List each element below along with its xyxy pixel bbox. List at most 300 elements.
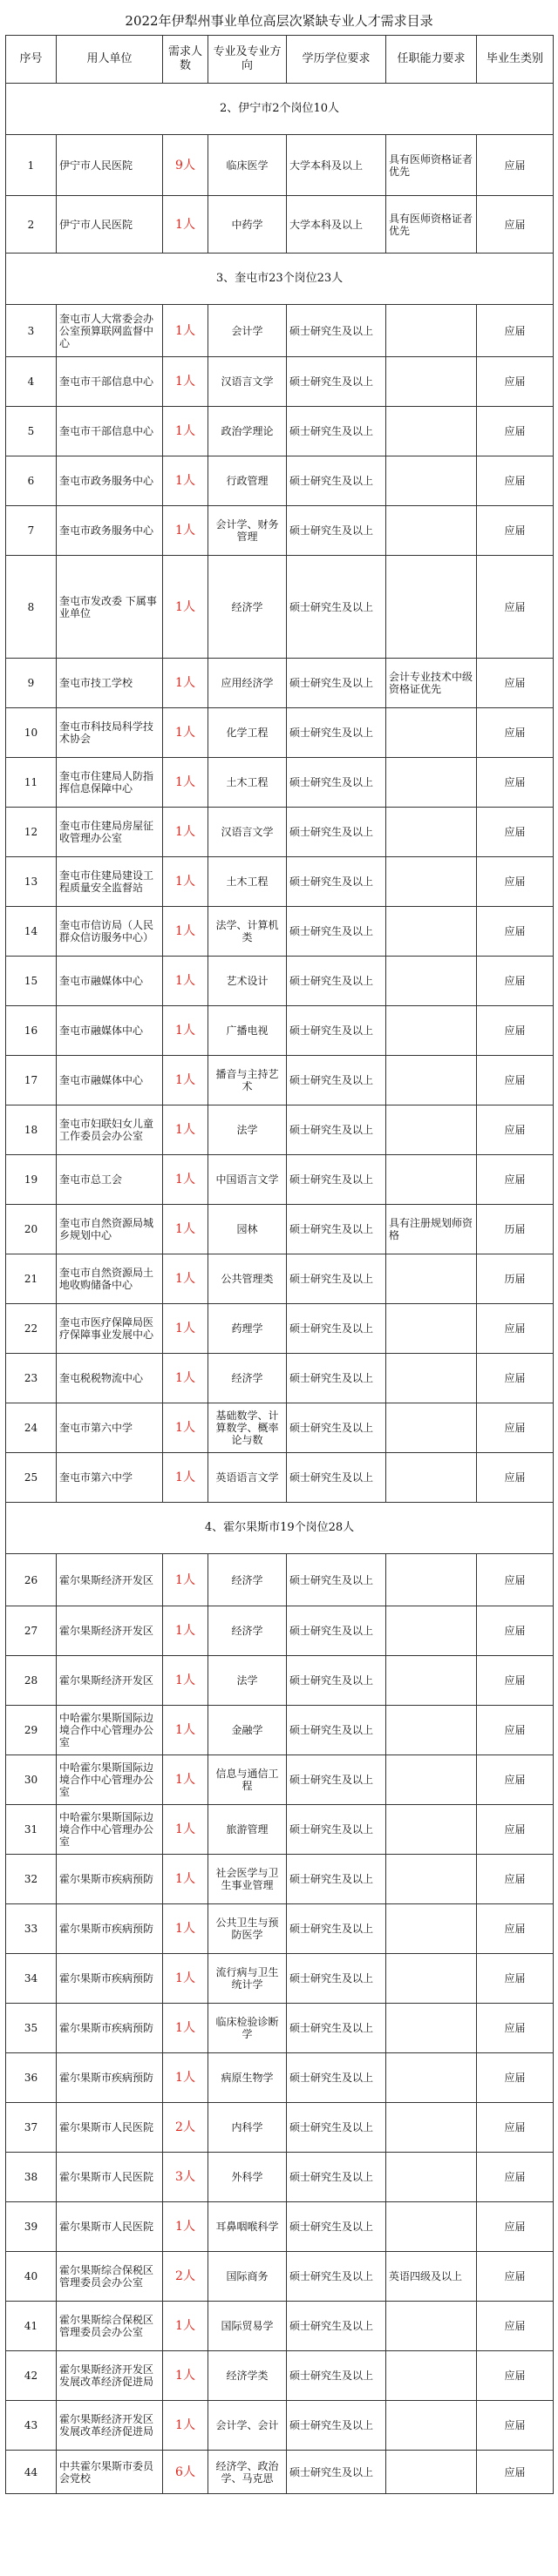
row-number: 40 — [6, 2252, 57, 2302]
graduate-type: 应届 — [477, 708, 554, 758]
degree-requirement: 硕士研究生及以上 — [287, 2401, 386, 2451]
table-row — [6, 1105, 554, 1155]
header-type: 毕业生类别 — [477, 36, 554, 84]
employer-unit: 中共霍尔果斯市委员会党校 — [57, 2451, 163, 2494]
degree-requirement: 硕士研究生及以上 — [287, 1205, 386, 1254]
row-number: 38 — [6, 2153, 57, 2202]
headcount: 1人 — [163, 857, 208, 907]
table-row — [6, 907, 554, 957]
major: 法学 — [208, 1656, 287, 1706]
row-number: 26 — [6, 1554, 57, 1606]
table-row — [6, 1205, 554, 1254]
ability-requirement — [386, 1755, 477, 1805]
headcount: 1人 — [163, 1954, 208, 2004]
graduate-type: 应届 — [477, 1453, 554, 1503]
table-row — [6, 2351, 554, 2401]
major: 汉语言文学 — [208, 808, 287, 857]
major: 外科学 — [208, 2153, 287, 2202]
degree-requirement: 硕士研究生及以上 — [287, 1155, 386, 1205]
employer-unit: 中哈霍尔果斯国际边境合作中心管理办公室 — [57, 1805, 163, 1855]
degree-requirement: 硕士研究生及以上 — [287, 407, 386, 456]
headcount: 2人 — [163, 2252, 208, 2302]
employer-unit: 奎屯市人大常委会办公室预算联网监督中心 — [57, 305, 163, 357]
table-row — [6, 857, 554, 907]
row-number: 31 — [6, 1805, 57, 1855]
graduate-type: 应届 — [477, 758, 554, 808]
employer-unit: 霍尔果斯综合保税区管理委员会办公室 — [57, 2252, 163, 2302]
employer-unit: 奎屯市第六中学 — [57, 1453, 163, 1503]
headcount: 1人 — [163, 2302, 208, 2351]
graduate-type: 应届 — [477, 659, 554, 708]
graduate-type: 应届 — [477, 2004, 554, 2053]
headcount: 1人 — [163, 2053, 208, 2103]
row-number: 44 — [6, 2451, 57, 2494]
graduate-type: 应届 — [477, 305, 554, 357]
major: 经济学、政治学、马克思 — [208, 2451, 287, 2494]
employer-unit: 奎屯市政务服务中心 — [57, 456, 163, 506]
ability-requirement — [386, 1304, 477, 1354]
headcount: 1人 — [163, 808, 208, 857]
ability-requirement — [386, 556, 477, 659]
major: 经济学 — [208, 1606, 287, 1656]
header-row — [6, 36, 554, 84]
headcount: 1人 — [163, 907, 208, 957]
graduate-type: 应届 — [477, 2103, 554, 2153]
employer-unit: 中哈霍尔果斯国际边境合作中心管理办公室 — [57, 1706, 163, 1755]
degree-requirement: 硕士研究生及以上 — [287, 1254, 386, 1304]
table-row — [6, 556, 554, 659]
headcount: 1人 — [163, 2401, 208, 2451]
major: 病原生物学 — [208, 2053, 287, 2103]
graduate-type: 应届 — [477, 2401, 554, 2451]
degree-requirement: 硕士研究生及以上 — [287, 808, 386, 857]
graduate-type: 应届 — [477, 857, 554, 907]
degree-requirement: 硕士研究生及以上 — [287, 2302, 386, 2351]
major: 信息与通信工程 — [208, 1755, 287, 1805]
degree-requirement: 硕士研究生及以上 — [287, 1453, 386, 1503]
table-row — [6, 1155, 554, 1205]
ability-requirement — [386, 1453, 477, 1503]
employer-unit: 霍尔果斯市疾病预防 — [57, 1904, 163, 1954]
headcount: 1人 — [163, 1105, 208, 1155]
row-number: 8 — [6, 556, 57, 659]
table-row — [6, 1606, 554, 1656]
graduate-type: 应届 — [477, 1105, 554, 1155]
ability-requirement — [386, 1706, 477, 1755]
row-number: 13 — [6, 857, 57, 907]
ability-requirement — [386, 808, 477, 857]
row-number: 9 — [6, 659, 57, 708]
graduate-type: 应届 — [477, 456, 554, 506]
employer-unit: 霍尔果斯经济开发区 — [57, 1656, 163, 1706]
row-number: 10 — [6, 708, 57, 758]
major: 艺术设计 — [208, 957, 287, 1006]
table-row — [6, 1254, 554, 1304]
table-row — [6, 1354, 554, 1403]
table-row — [6, 2004, 554, 2053]
table-row — [6, 659, 554, 708]
employer-unit: 霍尔果斯市疾病预防 — [57, 2004, 163, 2053]
degree-requirement: 硕士研究生及以上 — [287, 1056, 386, 1105]
table-row — [6, 1954, 554, 2004]
ability-requirement — [386, 1904, 477, 1954]
table-row — [6, 2053, 554, 2103]
graduate-type: 应届 — [477, 1706, 554, 1755]
graduate-type: 应届 — [477, 907, 554, 957]
major: 国际贸易学 — [208, 2302, 287, 2351]
row-number: 33 — [6, 1904, 57, 1954]
degree-requirement: 硕士研究生及以上 — [287, 758, 386, 808]
graduate-type: 应届 — [477, 1606, 554, 1656]
major: 会计学 — [208, 305, 287, 357]
graduate-type: 应届 — [477, 1403, 554, 1453]
headcount: 3人 — [163, 2153, 208, 2202]
employer-unit: 奎屯税税物流中心 — [57, 1354, 163, 1403]
headcount: 1人 — [163, 305, 208, 357]
table-row — [6, 506, 554, 556]
degree-requirement: 硕士研究生及以上 — [287, 357, 386, 407]
header-no: 序号 — [6, 36, 57, 84]
graduate-type: 应届 — [477, 407, 554, 456]
degree-requirement: 硕士研究生及以上 — [287, 305, 386, 357]
graduate-type: 应届 — [477, 808, 554, 857]
row-number: 3 — [6, 305, 57, 357]
employer-unit: 霍尔果斯市疾病预防 — [57, 1855, 163, 1904]
headcount: 1人 — [163, 1304, 208, 1354]
headcount: 1人 — [163, 1805, 208, 1855]
ability-requirement — [386, 708, 477, 758]
headcount: 6人 — [163, 2451, 208, 2494]
ability-requirement — [386, 2302, 477, 2351]
major: 政治学理论 — [208, 407, 287, 456]
employer-unit: 霍尔果斯市疾病预防 — [57, 2053, 163, 2103]
section-row — [6, 84, 554, 135]
graduate-type: 应届 — [477, 2302, 554, 2351]
table-row — [6, 1403, 554, 1453]
degree-requirement: 硕士研究生及以上 — [287, 2351, 386, 2401]
table-row — [6, 1554, 554, 1606]
section-title: 2、伊宁市2个岗位10人 — [6, 84, 554, 135]
headcount: 1人 — [163, 957, 208, 1006]
employer-unit: 奎屯市总工会 — [57, 1155, 163, 1205]
graduate-type: 应届 — [477, 1656, 554, 1706]
employer-unit: 霍尔果斯市人民医院 — [57, 2153, 163, 2202]
graduate-type: 应届 — [477, 1954, 554, 2004]
employer-unit: 奎屯市住建局建设工程质量安全监督站 — [57, 857, 163, 907]
header-major: 专业及专业方向 — [208, 36, 287, 84]
graduate-type: 应届 — [477, 1855, 554, 1904]
major: 土木工程 — [208, 857, 287, 907]
table-row — [6, 1656, 554, 1706]
row-number: 17 — [6, 1056, 57, 1105]
employer-unit: 霍尔果斯市疾病预防 — [57, 1954, 163, 2004]
graduate-type: 应届 — [477, 1155, 554, 1205]
row-number: 2 — [6, 196, 57, 254]
row-number: 29 — [6, 1706, 57, 1755]
graduate-type: 应届 — [477, 2351, 554, 2401]
row-number: 36 — [6, 2053, 57, 2103]
row-number: 28 — [6, 1656, 57, 1706]
degree-requirement: 硕士研究生及以上 — [287, 1006, 386, 1056]
major: 化学工程 — [208, 708, 287, 758]
graduate-type: 应届 — [477, 1805, 554, 1855]
major: 基础数学、计算数学、概率论与数 — [208, 1403, 287, 1453]
degree-requirement: 硕士研究生及以上 — [287, 659, 386, 708]
degree-requirement: 硕士研究生及以上 — [287, 1403, 386, 1453]
ability-requirement — [386, 1155, 477, 1205]
employer-unit: 中哈霍尔果斯国际边境合作中心管理办公室 — [57, 1755, 163, 1805]
employer-unit: 霍尔果斯经济开发区发展改革经济促进局 — [57, 2351, 163, 2401]
degree-requirement: 硕士研究生及以上 — [287, 2252, 386, 2302]
table-row — [6, 407, 554, 456]
degree-requirement: 大学本科及以上 — [287, 135, 386, 196]
employer-unit: 奎屯市政务服务中心 — [57, 506, 163, 556]
employer-unit: 奎屯市科技局科学技术协会 — [57, 708, 163, 758]
table-row — [6, 808, 554, 857]
degree-requirement: 硕士研究生及以上 — [287, 2004, 386, 2053]
ability-requirement — [386, 1254, 477, 1304]
graduate-type: 应届 — [477, 2252, 554, 2302]
degree-requirement: 硕士研究生及以上 — [287, 1805, 386, 1855]
graduate-type: 应届 — [477, 1354, 554, 1403]
ability-requirement — [386, 1855, 477, 1904]
major: 应用经济学 — [208, 659, 287, 708]
employer-unit: 奎屯市融媒体中心 — [57, 1056, 163, 1105]
row-number: 27 — [6, 1606, 57, 1656]
row-number: 15 — [6, 957, 57, 1006]
table-row — [6, 357, 554, 407]
ability-requirement — [386, 1105, 477, 1155]
header-ability: 任职能力要求 — [386, 36, 477, 84]
ability-requirement — [386, 407, 477, 456]
employer-unit: 奎屯市干部信息中心 — [57, 407, 163, 456]
ability-requirement — [386, 957, 477, 1006]
table-row — [6, 1755, 554, 1805]
graduate-type: 应届 — [477, 2451, 554, 2494]
graduate-type: 应届 — [477, 1006, 554, 1056]
degree-requirement: 硕士研究生及以上 — [287, 2451, 386, 2494]
ability-requirement — [386, 1006, 477, 1056]
headcount: 1人 — [163, 556, 208, 659]
employer-unit: 奎屯市医疗保障局医疗保障事业发展中心 — [57, 1304, 163, 1354]
table-row — [6, 1304, 554, 1354]
headcount: 1人 — [163, 2004, 208, 2053]
graduate-type: 历届 — [477, 1205, 554, 1254]
employer-unit: 霍尔果斯经济开发区 — [57, 1606, 163, 1656]
row-number: 16 — [6, 1006, 57, 1056]
headcount: 1人 — [163, 1006, 208, 1056]
headcount: 1人 — [163, 659, 208, 708]
graduate-type: 应届 — [477, 1755, 554, 1805]
row-number: 25 — [6, 1453, 57, 1503]
ability-requirement: 具有医师资格证者优先 — [386, 196, 477, 254]
row-number: 5 — [6, 407, 57, 456]
major: 行政管理 — [208, 456, 287, 506]
headcount: 1人 — [163, 1453, 208, 1503]
document-title: 2022年伊犁州事业单位高层次紧缺专业人才需求目录 — [125, 13, 433, 29]
major: 经济学 — [208, 1354, 287, 1403]
employer-unit: 奎屯市自然资源局土地收购储备中心 — [57, 1254, 163, 1304]
major: 公共卫生与预防医学 — [208, 1904, 287, 1954]
graduate-type: 应届 — [477, 2153, 554, 2202]
degree-requirement: 硕士研究生及以上 — [287, 1706, 386, 1755]
ability-requirement: 会计专业技术中级资格证优先 — [386, 659, 477, 708]
header-count: 需求人数 — [163, 36, 208, 84]
graduate-type: 应届 — [477, 957, 554, 1006]
headcount: 1人 — [163, 1706, 208, 1755]
major: 会计学、会计 — [208, 2401, 287, 2451]
degree-requirement: 硕士研究生及以上 — [287, 957, 386, 1006]
degree-requirement: 硕士研究生及以上 — [287, 1656, 386, 1706]
ability-requirement — [386, 1403, 477, 1453]
row-number: 41 — [6, 2302, 57, 2351]
row-number: 20 — [6, 1205, 57, 1254]
table-row — [6, 2302, 554, 2351]
row-number: 6 — [6, 456, 57, 506]
graduate-type: 应届 — [477, 1554, 554, 1606]
degree-requirement: 硕士研究生及以上 — [287, 1954, 386, 2004]
ability-requirement — [386, 2004, 477, 2053]
table-row — [6, 2153, 554, 2202]
ability-requirement: 具有医师资格证者优先 — [386, 135, 477, 196]
degree-requirement: 硕士研究生及以上 — [287, 1855, 386, 1904]
row-number: 23 — [6, 1354, 57, 1403]
row-number: 18 — [6, 1105, 57, 1155]
employer-unit: 霍尔果斯综合保税区管理委员会办公室 — [57, 2302, 163, 2351]
graduate-type: 应届 — [477, 196, 554, 254]
employer-unit: 奎屯市自然资源局城乡规划中心 — [57, 1205, 163, 1254]
headcount: 1人 — [163, 407, 208, 456]
headcount: 2人 — [163, 2103, 208, 2153]
ability-requirement — [386, 2401, 477, 2451]
employer-unit: 奎屯市住建局房屋征收管理办公室 — [57, 808, 163, 857]
section-row — [6, 254, 554, 305]
graduate-type: 应届 — [477, 556, 554, 659]
degree-requirement: 硕士研究生及以上 — [287, 1105, 386, 1155]
major: 金融学 — [208, 1706, 287, 1755]
major: 公共管理类 — [208, 1254, 287, 1304]
major: 社会医学与卫生事业管理 — [208, 1855, 287, 1904]
table-row — [6, 708, 554, 758]
table-row — [6, 1706, 554, 1755]
degree-requirement: 硕士研究生及以上 — [287, 907, 386, 957]
headcount: 1人 — [163, 1755, 208, 1805]
headcount: 1人 — [163, 1554, 208, 1606]
ability-requirement — [386, 456, 477, 506]
table-row — [6, 1453, 554, 1503]
section-title: 3、奎屯市23个岗位23人 — [6, 254, 554, 305]
headcount: 1人 — [163, 2202, 208, 2252]
degree-requirement: 硕士研究生及以上 — [287, 1554, 386, 1606]
major: 法学、计算机类 — [208, 907, 287, 957]
employer-unit: 奎屯市妇联妇女儿童工作委员会办公室 — [57, 1105, 163, 1155]
employer-unit: 霍尔果斯市人民医院 — [57, 2202, 163, 2252]
header-unit: 用人单位 — [57, 36, 163, 84]
ability-requirement — [386, 357, 477, 407]
header-degree: 学历学位要求 — [287, 36, 386, 84]
row-number: 7 — [6, 506, 57, 556]
ability-requirement — [386, 2153, 477, 2202]
row-number: 32 — [6, 1855, 57, 1904]
row-number: 14 — [6, 907, 57, 957]
table-row — [6, 1904, 554, 1954]
row-number: 35 — [6, 2004, 57, 2053]
row-number: 34 — [6, 1954, 57, 2004]
ability-requirement — [386, 857, 477, 907]
major: 经济学 — [208, 556, 287, 659]
ability-requirement — [386, 1354, 477, 1403]
headcount: 1人 — [163, 1205, 208, 1254]
row-number: 43 — [6, 2401, 57, 2451]
degree-requirement: 硕士研究生及以上 — [287, 1606, 386, 1656]
employer-unit: 伊宁市人民医院 — [57, 196, 163, 254]
table-row — [6, 305, 554, 357]
table-row — [6, 1805, 554, 1855]
graduate-type: 应届 — [477, 1304, 554, 1354]
section-title: 4、霍尔果斯市19个岗位28人 — [6, 1503, 554, 1554]
employer-unit: 奎屯市干部信息中心 — [57, 357, 163, 407]
row-number: 21 — [6, 1254, 57, 1304]
major: 园林 — [208, 1205, 287, 1254]
headcount: 1人 — [163, 1606, 208, 1656]
table-row — [6, 957, 554, 1006]
row-number: 19 — [6, 1155, 57, 1205]
major: 国际商务 — [208, 2252, 287, 2302]
employer-unit: 奎屯市融媒体中心 — [57, 957, 163, 1006]
headcount: 1人 — [163, 1354, 208, 1403]
table-row — [6, 2401, 554, 2451]
table-row — [6, 196, 554, 254]
headcount: 1人 — [163, 357, 208, 407]
row-number: 1 — [6, 135, 57, 196]
headcount: 1人 — [163, 1656, 208, 1706]
table-row — [6, 2103, 554, 2153]
ability-requirement — [386, 907, 477, 957]
employer-unit: 霍尔果斯市人民医院 — [57, 2103, 163, 2153]
headcount: 1人 — [163, 2351, 208, 2401]
degree-requirement: 大学本科及以上 — [287, 196, 386, 254]
graduate-type: 应届 — [477, 1056, 554, 1105]
employer-unit: 奎屯市第六中学 — [57, 1403, 163, 1453]
headcount: 1人 — [163, 1056, 208, 1105]
ability-requirement — [386, 2103, 477, 2153]
headcount: 1人 — [163, 1254, 208, 1304]
degree-requirement: 硕士研究生及以上 — [287, 2153, 386, 2202]
ability-requirement — [386, 2451, 477, 2494]
ability-requirement — [386, 2202, 477, 2252]
graduate-type: 应届 — [477, 1904, 554, 1954]
graduate-type: 历届 — [477, 1254, 554, 1304]
table-row — [6, 2202, 554, 2252]
major: 广播电视 — [208, 1006, 287, 1056]
row-number: 39 — [6, 2202, 57, 2252]
employer-unit: 伊宁市人民医院 — [57, 135, 163, 196]
row-number: 30 — [6, 1755, 57, 1805]
table-row — [6, 2451, 554, 2494]
employer-unit: 霍尔果斯经济开发区 — [57, 1554, 163, 1606]
row-number: 12 — [6, 808, 57, 857]
row-number: 11 — [6, 758, 57, 808]
ability-requirement — [386, 305, 477, 357]
major: 临床检验诊断学 — [208, 2004, 287, 2053]
ability-requirement — [386, 2053, 477, 2103]
graduate-type: 应届 — [477, 2202, 554, 2252]
degree-requirement: 硕士研究生及以上 — [287, 708, 386, 758]
employer-unit: 奎屯市发改委 下属事业单位 — [57, 556, 163, 659]
headcount: 1人 — [163, 1904, 208, 1954]
section-row — [6, 1503, 554, 1554]
degree-requirement: 硕士研究生及以上 — [287, 1304, 386, 1354]
